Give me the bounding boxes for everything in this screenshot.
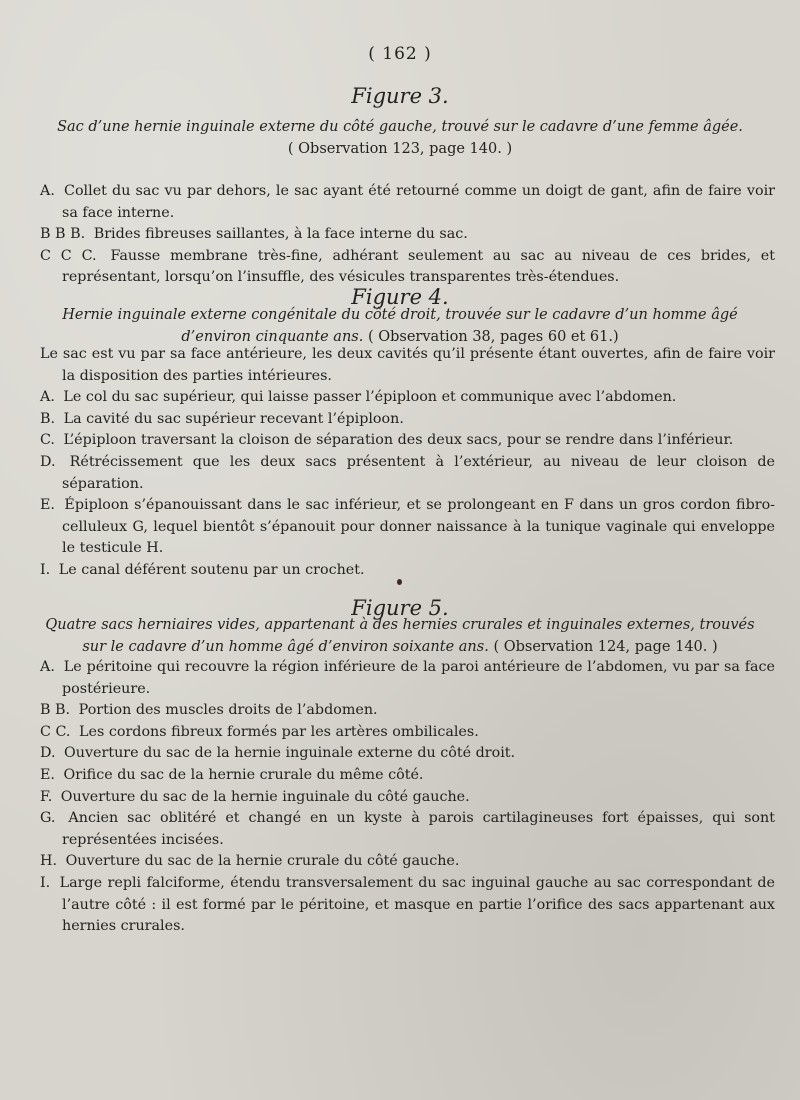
legend-key: H. <box>40 853 58 870</box>
legend-text: Le canal déférent soutenu par un crochet. <box>58 561 365 578</box>
legend-entry <box>40 387 775 409</box>
figure-4-caption-title: Hernie inguinale externe congénitale du côté droit, trouvée sur le cadavre d’un homme âgé d’environ cinquante ans. <box>62 307 738 345</box>
legend-entry <box>40 743 775 765</box>
legend-key: A. <box>40 389 55 406</box>
legend-text: Collet du sac vu par dehors, le sac ayant été retourné comme un doigt de gant, afin de faire voir sa face interne. <box>62 183 775 221</box>
legend-key: A. <box>40 659 55 675</box>
legend-text: Ouverture du sac de la hernie inguinale du côté gauche. <box>60 788 470 805</box>
figure-5-caption-reference: ( Observation 124, page 140. ) <box>493 639 718 655</box>
legend-entry <box>40 495 775 560</box>
figure-4-legend <box>40 344 775 582</box>
figure-5-caption-title: Quatre sacs herniaires vides, appartenant à des hernies crurales et inguinales externes, trouvés sur le cadavre d’un homme âgé d’environ soixante ans. <box>45 617 755 655</box>
legend-key: I. <box>40 561 51 578</box>
legend-entry <box>40 808 775 851</box>
legend-key: B B. <box>40 702 71 719</box>
legend-entry <box>40 765 775 787</box>
figure-5-title: Figure 5. <box>351 596 449 620</box>
figure-4-caption <box>40 304 760 348</box>
legend-text: Rétrécissement que les deux sacs présentent à l’extérieur, au niveau de leur cloison de séparation. <box>62 453 775 492</box>
legend-entry <box>40 787 775 809</box>
legend-entry <box>40 452 775 495</box>
legend-entry <box>40 560 775 582</box>
legend-key: B B B. <box>40 226 86 243</box>
legend-entry <box>40 409 775 431</box>
legend-text: Orifice du sac de la hernie crurale du même côté. <box>63 766 424 783</box>
legend-text: Portion des muscles droits de l’abdomen. <box>78 702 378 719</box>
legend-entry <box>40 851 775 873</box>
legend-text: Le péritoine qui recouvre la région inférieure de la paroi antérieure de l’abdomen, vu par sa face postérieure. <box>62 659 776 697</box>
legend-entry <box>40 873 775 938</box>
legend-text: Fausse membrane très-fine, adhérant seulement au sac au niveau de ces brides, et représentant, lorsqu’on l’insuffle, des vésicules transparentes très-étendues. <box>62 247 775 286</box>
figure-3-caption <box>40 116 760 160</box>
legend-key: I. <box>40 874 51 891</box>
figure-4-intro: Le sac est vu par sa face antérieure, les deux cavités qu’il présente étant ouvertes, afin de faire voir la disposition des parties intérieures. <box>40 346 775 384</box>
legend-text: Ouverture du sac de la hernie inguinale externe du côté droit. <box>64 745 516 762</box>
figure-3-caption-reference: ( Observation 123, page 140. ) <box>287 141 513 157</box>
legend-entry <box>40 700 775 722</box>
figure-5-legend <box>40 657 775 938</box>
legend-key: D. <box>40 745 56 762</box>
figure-4-title: Figure 4. <box>351 285 449 309</box>
legend-text: Épiploon s’épanouissant dans le sac inférieur, et se prolongeant en F dans un gros cordon fibro-celluleux G, lequel bientôt s’épanouit pour donner naissance à la tunique vaginale qui enveloppe le testicule H. <box>62 497 776 557</box>
figure-5-caption <box>40 614 760 658</box>
figure-4-caption-reference: ( Observation 38, pages 60 et 61.) <box>367 329 619 345</box>
legend-entry <box>40 657 775 700</box>
legend-text: Les cordons fibreux formés par les artères ombilicales. <box>79 723 479 740</box>
legend-text: Large repli falciforme, étendu transversalement du sac inguinal gauche au sac correspondant de l’autre côté : il est formé par le péritoine, et masque en partie l’orifice des sacs appartenant aux hernies crurales. <box>59 874 775 935</box>
legend-key: E. <box>40 766 55 783</box>
legend-key: D. <box>40 453 56 470</box>
page-number: ( 162 ) <box>368 44 432 64</box>
legend-entry <box>40 224 775 246</box>
legend-text: Ancien sac oblitéré et changé en un kyste à parois cartilagineuses fort épaisses, qui sont représentées incisées. <box>62 810 775 848</box>
legend-key: F. <box>40 788 53 805</box>
legend-text: Le col du sac supérieur, qui laisse passer l’épiploon et communique avec l’abdomen. <box>63 389 677 406</box>
figure-3-legend <box>40 181 775 289</box>
legend-key: B. <box>40 410 56 427</box>
legend-entry <box>40 430 775 452</box>
legend-key: C. <box>40 432 55 449</box>
ink-speck <box>397 579 402 585</box>
legend-key: E. <box>40 497 55 514</box>
legend-text: La cavité du sac supérieur recevant l’épiploon. <box>63 410 404 427</box>
legend-entry <box>40 246 775 289</box>
figure-3-caption-title: Sac d’une hernie inguinale externe du côté gauche, trouvé sur le cadavre d’une femme âgée. <box>57 119 743 135</box>
legend-entry <box>40 722 775 744</box>
legend-key: G. <box>40 810 56 827</box>
legend-entry <box>40 181 775 224</box>
legend-text: Ouverture du sac de la hernie crurale du côté gauche. <box>65 853 460 870</box>
figure-3-title: Figure 3. <box>351 84 449 108</box>
legend-key: C C C. <box>40 247 97 264</box>
legend-text: L’épiploon traversant la cloison de séparation des deux sacs, pour se rendre dans l’inférieur. <box>63 432 734 449</box>
legend-key: A. <box>40 183 55 199</box>
legend-key: C C. <box>40 723 71 740</box>
legend-text: Brides fibreuses saillantes, à la face interne du sac. <box>93 226 468 243</box>
